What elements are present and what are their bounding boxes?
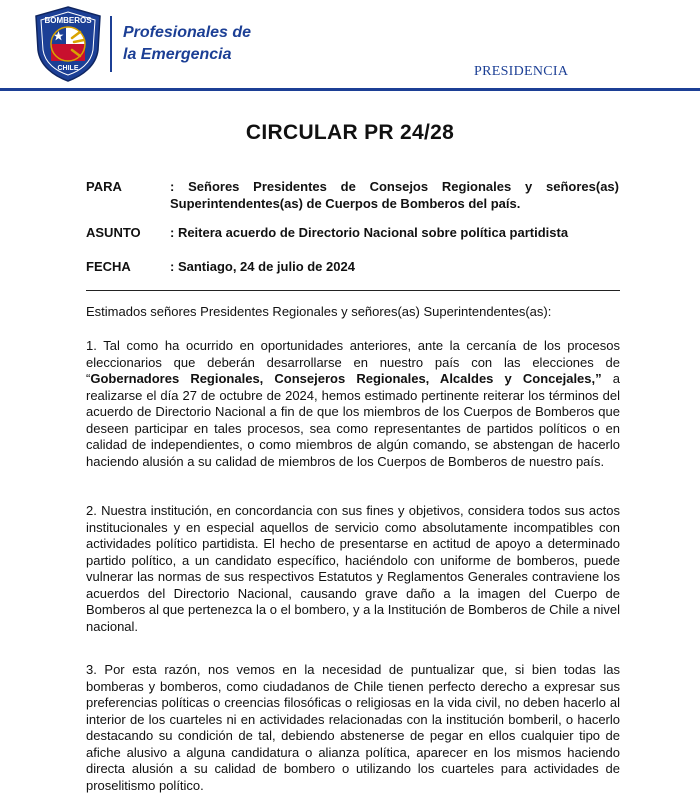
paragraph-1-rest: a realizarse el día 27 de octubre de 2024, hemos estimado pertinente reiterar los términos del acuerdo de Directorio Nacional a fin de que los miembros de los Cuerpos de Bomberos que deseen participar en tales procesos, sea como representantes de partidos políticos o en calidad de independientes, o como miembros de algún comando, se abstengan de hacerlo haciendo alusión a su calidad de miembros de los Cuerpos de Bomberos de nuestro país. [86,371,620,469]
document-title: CIRCULAR PR 24/28 [245,121,455,144]
greeting: Estimados señores Presidentes Regionales y señores(as) Superintendentes(as): [86,304,552,319]
letterhead [0,0,700,90]
asunto-value: : Reitera acuerdo de Directorio Nacional sobre política partidista [170,225,569,240]
header-rule [0,88,700,91]
para-value-line-2: Superintendentes(as) de Cuerpos de Bomberos del país. [170,196,521,211]
brand-line-2: la Emergencia [123,46,232,63]
header-vertical-divider [110,16,112,72]
paragraph-3: 3. Por esta razón, nos vemos en la necesidad de puntualizar que, si bien todas las bomberas y bomberos, como ciudadanos de Chile tienen perfecto derecho a expresar sus preferencias políticas o creencias filosóficas o religiosas en la vida civil, no deben hacerlo al interior de los cuarteles ni en actividades relacionadas con la institución bomberil, o hacerlo destacando su condición de tal, debiendo abstenerse de pegar en ellos cualquier tipo de afiche alusivo a alguna candidatura o alianza política, aparecer en los mismos haciendo directa alusión a su calidad de bombero o utilizando los cuarteles para actividades de proselitismo político. [86,662,620,793]
bomberos-chile-logo [32,6,104,82]
para-label: PARA [86,179,122,194]
paragraph-1-elections: Gobernadores Regionales, Consejeros Regionales, Alcaldes y Concejales,” [90,371,602,386]
paragraph-1-intro: 1. Tal como ha ocurrido en oportunidades anteriores, ante la cercanía de los procesos eleccionarios que deberán desarrollarse en nuestro país con las elecciones de “ [86,338,620,386]
paragraph-1 [86,338,620,470]
brand-line-1: Profesionales de [123,24,252,41]
asunto-label: ASUNTO [86,225,141,240]
fecha-label: FECHA [86,259,131,274]
logo-text-bomberos: BOMBEROS [44,16,92,25]
para-value-line-1: : Señores Presidentes de Consejos Regionales y señores(as) [170,179,619,194]
fecha-value: : Santiago, 24 de julio de 2024 [170,259,355,274]
department-label: PRESIDENCIA [474,64,569,79]
logo-text-chile: CHILE [57,65,79,72]
paragraph-2: 2. Nuestra institución, en concordancia con sus fines y objetivos, considera todos sus actos institucionales y en especial aquellos de servicio como absolutamente incompatibles con actividades político partidista. El hecho de presentarse en actitud de apoyo a determinado partido político, a un candidato específico, haciéndolo con uniforme de bomberos, puede vulnerar las normas de sus respectivos Estatutos y Reglamentos Generales contraviene los acuerdos del Directorio Nacional, causando grave daño a la imagen del Cuerpo de Bomberos al que pertenezca la o el bombero, y a la Institución de Bomberos de Chile a nivel nacional. [86,503,620,634]
section-divider [86,290,620,291]
brand-tagline [123,22,251,66]
para-value [170,178,619,212]
